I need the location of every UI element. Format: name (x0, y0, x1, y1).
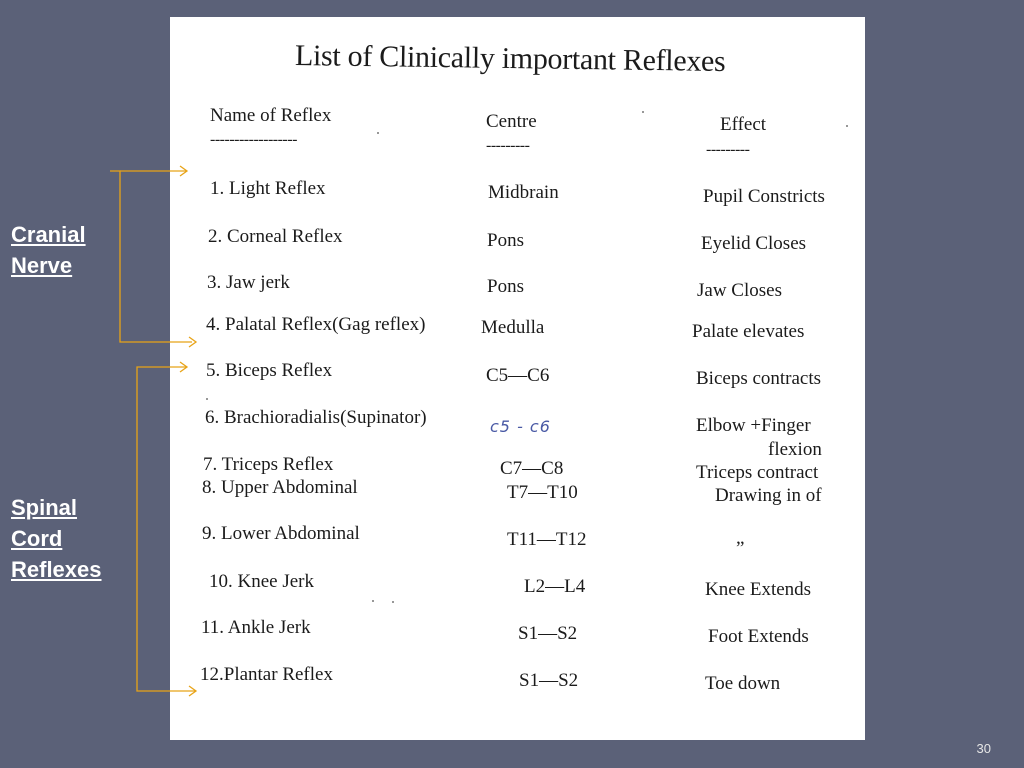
cranial-label-line-1: Cranial (11, 222, 86, 247)
reflex-effect: Eyelid Closes (701, 233, 807, 254)
header-underline-1: ------------------ (210, 131, 297, 148)
cranial-bracket (110, 166, 196, 347)
reflex-name: 1. Light Reflex (210, 178, 326, 199)
reflex-effect: Drawing in of (715, 485, 822, 506)
header-name-of-reflex: Name of Reflex (210, 105, 332, 126)
reflex-centre: T11—T12 (507, 529, 587, 550)
reflex-name: 12.Plantar Reflex (200, 664, 333, 685)
reflex-centre: Pons (487, 230, 524, 251)
reflex-name: 6. Brachioradialis(Supinator) (205, 407, 427, 428)
reflex-centre: Medulla (481, 317, 545, 338)
reflex-effect: Knee Extends (705, 579, 812, 600)
reflex-centre: L2—L4 (524, 576, 586, 597)
spinal-label-line-3: Reflexes (11, 557, 102, 582)
reflex-centre: C7—C8 (500, 458, 564, 479)
reflex-name: 10. Knee Jerk (209, 571, 314, 592)
reflex-effect: Toe down (705, 673, 781, 694)
reflex-effect: Biceps contracts (696, 368, 822, 389)
reflex-centre: Midbrain (488, 182, 559, 203)
handwritten-centre-note: c5 - c6 (490, 417, 551, 436)
reflex-name: 3. Jaw jerk (207, 272, 290, 293)
reflex-name: 9. Lower Abdominal (202, 523, 360, 544)
reflex-effect-continued: flexion (768, 439, 822, 460)
reflex-effect: Elbow +Finger (696, 415, 811, 436)
reflex-name: 11. Ankle Jerk (201, 617, 311, 638)
reflex-centre: S1—S2 (519, 670, 579, 691)
reflex-name: 7. Triceps Reflex (203, 454, 334, 475)
document-title: List of Clinically important Reflexes (294, 39, 726, 79)
reflex-effect: Palate elevates (692, 321, 805, 342)
header-underline-2: --------- (486, 137, 530, 154)
header-centre: Centre (486, 111, 537, 132)
spinal-label-line-1: Spinal (11, 495, 78, 520)
slide-page-number: 30 (976, 741, 991, 756)
spinal-bracket-line (137, 367, 195, 691)
reflex-effect: Pupil Constricts (703, 186, 825, 207)
reflex-effect: Foot Extends (708, 626, 809, 647)
reflex-effect-ditto: ” (736, 538, 745, 559)
reflex-name: 2. Corneal Reflex (208, 226, 343, 247)
header-underline-3: --------- (706, 141, 750, 158)
reflex-centre: S1—S2 (518, 623, 578, 644)
reflex-centre: C5—C6 (486, 365, 550, 386)
cranial-label-line-2: Nerve (11, 253, 73, 278)
cranial-bracket-line (110, 171, 192, 342)
reflex-effect: Triceps contract (696, 462, 819, 483)
reflex-centre: T7—T10 (507, 482, 578, 503)
reflex-name: 4. Palatal Reflex(Gag reflex) (206, 314, 426, 335)
reflex-effect: Jaw Closes (697, 280, 782, 301)
reflex-name: 5. Biceps Reflex (206, 360, 333, 381)
spinal-label-line-2: Cord (11, 526, 63, 551)
reflex-centre: Pons (487, 276, 524, 297)
reflex-name: 8. Upper Abdominal (202, 477, 358, 498)
header-effect: Effect (720, 114, 767, 135)
spinal-bracket (137, 362, 196, 696)
